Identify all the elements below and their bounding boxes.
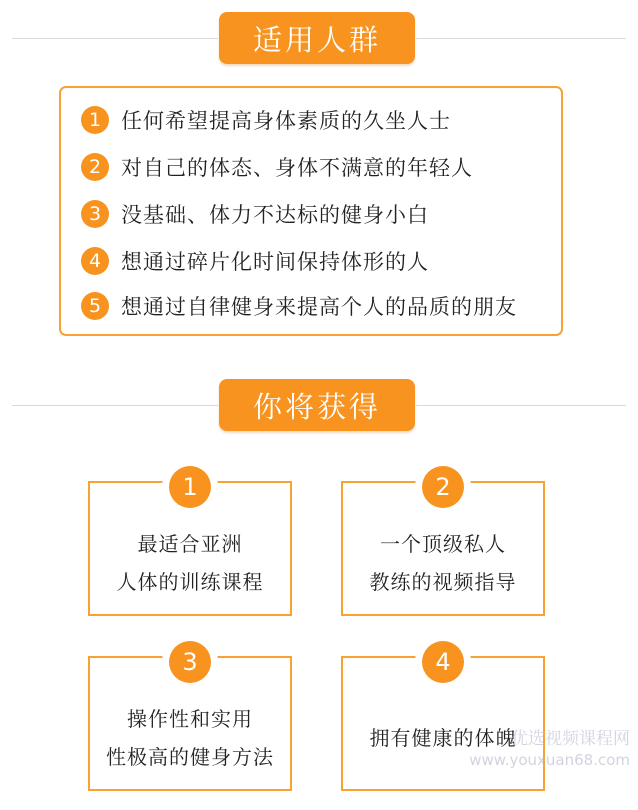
audience-item-text: 想通过自律健身来提高个人的品质的朋友	[121, 295, 517, 319]
number-badge-icon: 1	[81, 106, 109, 134]
number-circle-icon: 3	[169, 641, 211, 683]
benefit-card-text	[343, 519, 543, 606]
divider-line-right	[416, 405, 626, 406]
benefit-line: 人体的训练课程	[116, 569, 264, 594]
benefit-card	[88, 648, 292, 791]
divider-line-right	[416, 38, 626, 39]
number-badge-icon: 2	[81, 153, 109, 181]
watermark-url: www.youxuan68.com	[469, 751, 630, 769]
number-badge-icon: 3	[81, 200, 109, 228]
audience-section-header	[0, 12, 638, 64]
number-circle-icon: 4	[422, 641, 464, 683]
benefits-section-header	[0, 379, 638, 431]
benefit-line: 拥有健康的体魄	[369, 725, 517, 750]
audience-item	[81, 288, 517, 324]
number-circle-icon: 1	[169, 466, 211, 508]
benefit-card-text	[90, 519, 290, 606]
benefit-line: 性极高的健身方法	[106, 744, 274, 769]
benefit-number-badge	[415, 634, 471, 690]
audience-item-text: 对自己的体态、身体不满意的年轻人	[121, 156, 473, 180]
benefit-card-text	[90, 694, 290, 781]
audience-item-text: 想通过碎片化时间保持体形的人	[121, 250, 429, 274]
number-badge-icon: 5	[81, 292, 109, 320]
benefit-number-badge	[415, 459, 471, 515]
number-circle-icon: 2	[422, 466, 464, 508]
benefit-line: 一个顶级私人	[380, 531, 506, 556]
audience-item	[81, 243, 429, 279]
benefit-card	[341, 473, 545, 616]
benefit-line: 教练的视频指导	[369, 569, 517, 594]
audience-list-box	[59, 86, 563, 336]
audience-item	[81, 149, 473, 185]
watermark-name: 优选视频课程网	[511, 729, 630, 749]
divider-line-left	[12, 38, 218, 39]
site-watermark	[430, 728, 630, 770]
audience-item-text: 没基础、体力不达标的健身小白	[121, 203, 429, 227]
benefits-section-title: 你将获得	[219, 379, 415, 431]
benefit-number-badge	[162, 459, 218, 515]
benefit-card	[88, 473, 292, 616]
number-badge-icon: 4	[81, 247, 109, 275]
divider-line-left	[12, 405, 218, 406]
benefit-number-badge	[162, 634, 218, 690]
benefit-line: 操作性和实用	[127, 706, 253, 731]
benefit-line: 最适合亚洲	[137, 531, 243, 556]
benefit-card	[341, 648, 545, 791]
audience-item	[81, 196, 429, 232]
audience-item-text: 任何希望提高身体素质的久坐人士	[121, 109, 451, 133]
audience-item	[81, 102, 451, 138]
audience-section-title: 适用人群	[219, 12, 415, 64]
